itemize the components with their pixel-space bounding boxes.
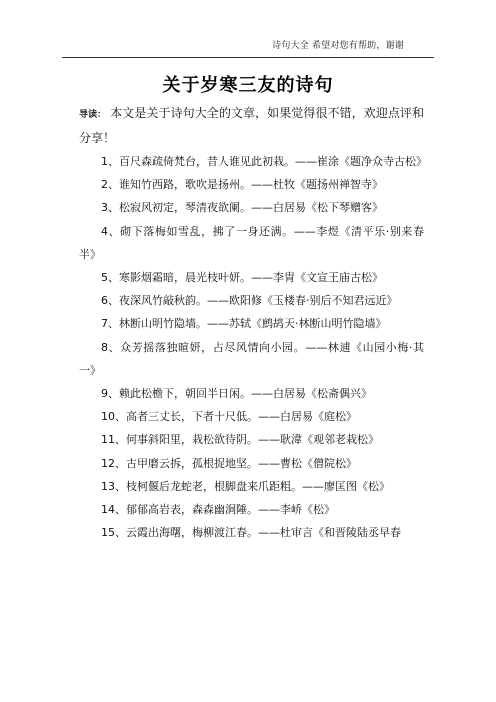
poem-line: 12、古甲磨云拆，孤根捉地坚。——曹松《僧院松》 <box>101 456 357 470</box>
poem-line: 4、砌下落梅如雪乱，拂了一身还满。——李煜《清平乐·别来春半》 <box>79 224 424 261</box>
poem-line: 2、谁知竹西路，歌吹是扬州。——杜牧《题扬州禅智寺》 <box>101 178 383 192</box>
poem-line: 3、松寂风初定，琴清夜欲阑。——白居易《松下琴赠客》 <box>101 201 383 215</box>
poem-line: 15、云霞出海曙，梅柳渡江春。——杜审言《和晋陵陆丞早春 <box>101 526 401 540</box>
poem-line: 10、高者三丈长，下者十尺低。——白居易《庭松》 <box>101 410 357 424</box>
header-note: 诗句大全 希望对您有帮助，谢谢 <box>272 41 404 51</box>
poem-line: 14、郁郁高岩表，森森幽涧陲。——李峤《松》 <box>101 503 335 517</box>
poem-line: 1、百尺森疏倚梵台，昔人谁见此初栽。——崔涂《题净众寺古松》 <box>101 155 427 168</box>
page-title: 关于岁寒三友的诗句 <box>162 75 334 96</box>
poem-line: 6、夜深风竹敲秋韵。——欧阳修《玉楼春·别后不知君远近》 <box>101 294 398 308</box>
poem-line: 9、赖此松檐下，朝回半日闲。——白居易《松斋偶兴》 <box>101 387 372 401</box>
poem-line: 11、何事斜阳里，栽松欲待阴。——耿湋《观邻老栽松》 <box>101 433 379 447</box>
document-body <box>79 102 427 544</box>
poem-line: 8、众芳摇落独暄妍，占尽风情向小园。——林逋《山园小梅·其一》 <box>79 340 424 377</box>
header-divider <box>62 57 434 58</box>
intro-paragraph <box>79 102 424 150</box>
poem-line: 13、枝柯偃后龙蛇老，根脚盘来爪距粗。——廖匡图《松》 <box>101 479 390 493</box>
poem-line: 7、林断山明竹隐墙。——苏轼《鹧鸪天·林断山明竹隐墙》 <box>101 317 387 331</box>
intro-label: 导读： <box>79 110 107 120</box>
intro-text: 本文是关于诗句大全的文章，如果觉得很不错，欢迎点评和分享！ <box>79 106 424 145</box>
poem-line: 5、寒影烟霜暗，晨光枝叶妍。——李胄《文宣王庙古松》 <box>101 271 383 285</box>
